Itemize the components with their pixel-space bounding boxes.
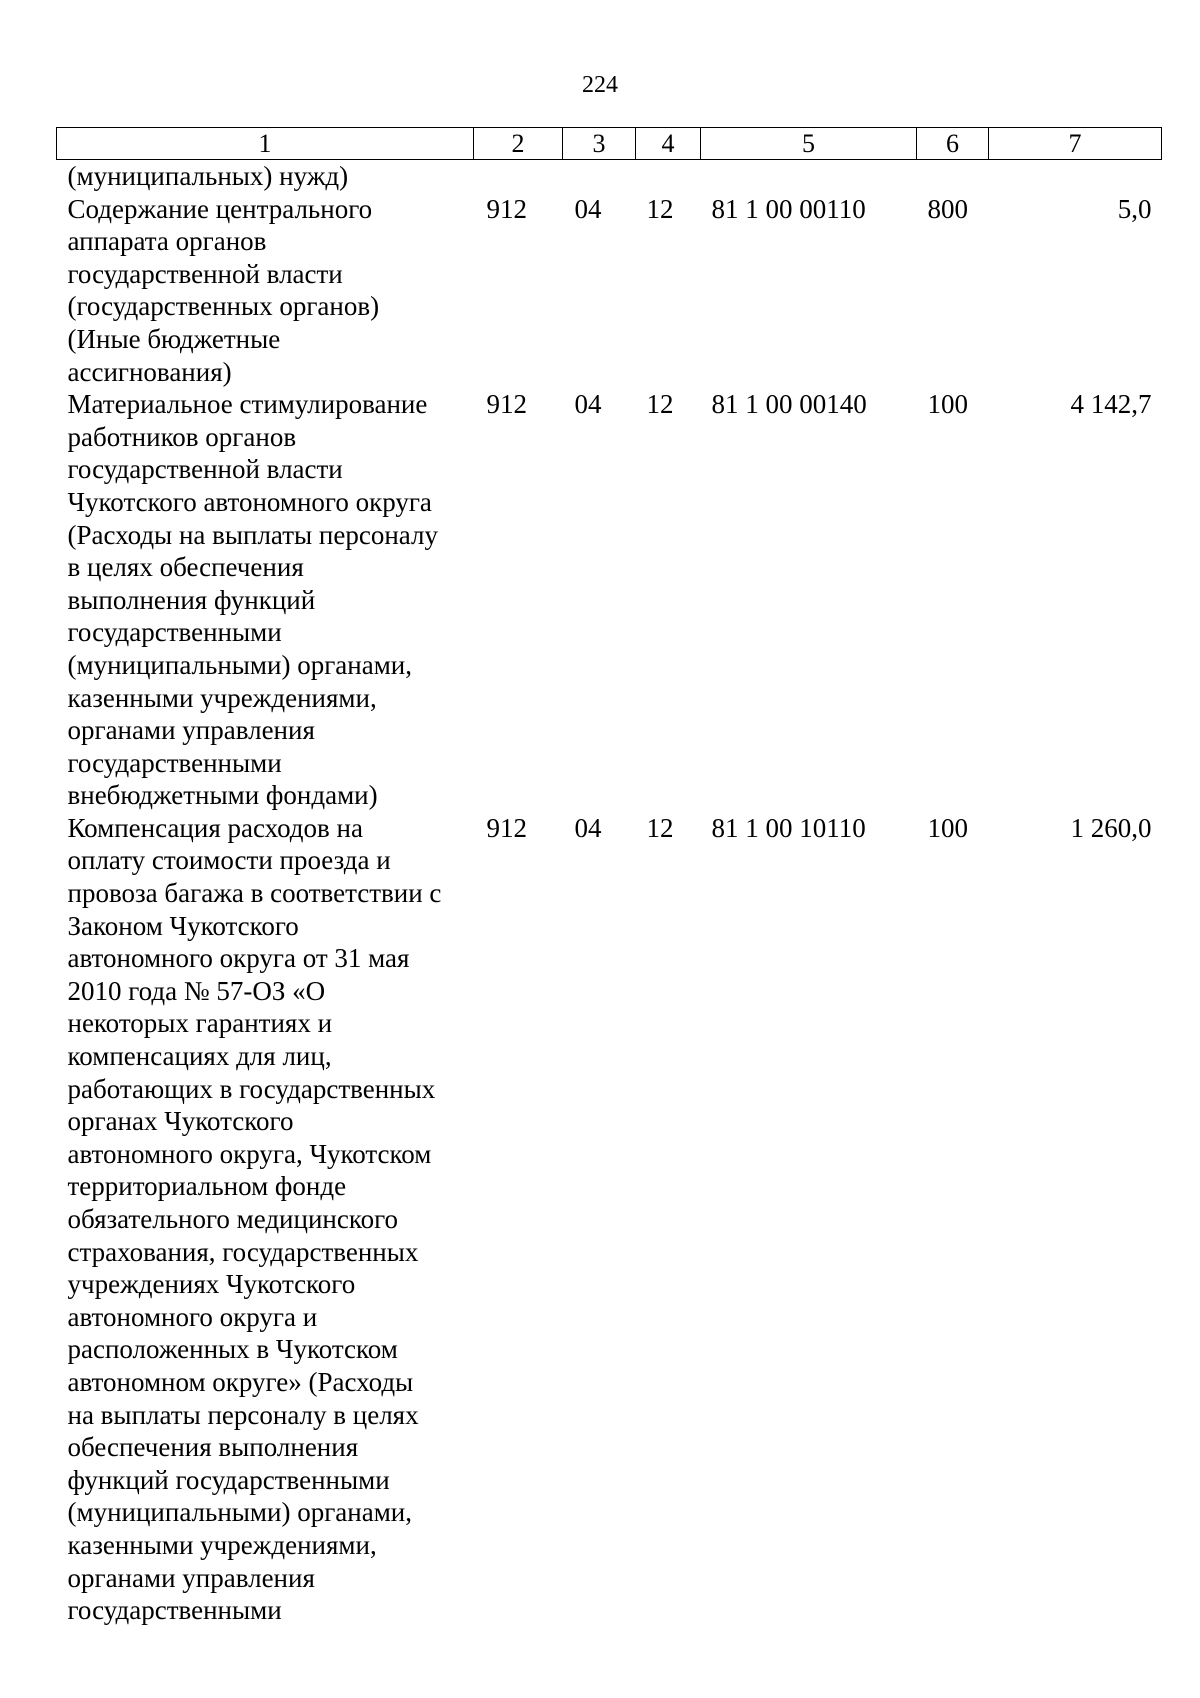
column-header: 4	[636, 128, 701, 160]
expense-name-line: Чукотского автономного округа	[67, 486, 432, 517]
admin-code-cell: 912	[486, 193, 527, 224]
expense-name-line: казенными учреждениями,	[67, 1529, 377, 1560]
column-header: 7	[989, 128, 1162, 160]
expense-name-line: (муниципальными) органами,	[67, 649, 412, 680]
table-header-row	[57, 128, 1162, 160]
expense-name-line: провоза багажа в соответствии с	[67, 878, 442, 909]
expense-name-line: территориальном фонде	[67, 1171, 347, 1202]
section-code-cell	[563, 160, 636, 193]
expense-name-line: Законом Чукотского	[67, 910, 299, 941]
admin-code-cell	[474, 160, 563, 193]
subsection-code-cell: 12	[646, 812, 674, 843]
expense-name-line: в целях обеспечения	[67, 552, 304, 583]
expense-name-line: внебюджетными фондами)	[67, 780, 378, 811]
expense-name-line: компенсациях для лиц,	[67, 1041, 332, 1072]
expense-type-cell: 100	[927, 389, 968, 420]
column-header: 2	[474, 128, 563, 160]
column-header: 6	[917, 128, 989, 160]
expense-name-line: автономном округе» (Расходы	[67, 1366, 414, 1397]
target-article-cell: 81 1 00 00110	[711, 193, 866, 224]
expense-type-cell: 100	[927, 812, 968, 843]
expense-name-line: государственной власти	[67, 454, 343, 485]
section-code-cell: 04	[574, 812, 602, 843]
amount-cell: 4 142,7	[1070, 389, 1152, 420]
expense-name-line: Содержание центрального	[67, 193, 373, 224]
budget-table	[56, 127, 1162, 1627]
admin-code-cell: 912	[486, 812, 527, 843]
expense-name-cell	[57, 388, 474, 812]
section-code-cell: 04	[574, 389, 602, 420]
expense-name-line: автономного округа от 31 мая	[67, 943, 410, 974]
column-header: 1	[57, 128, 474, 160]
table-row	[57, 388, 1162, 812]
expense-name-line: учреждениях Чукотского	[67, 1269, 356, 1300]
expense-name-line: (Иные бюджетные	[67, 323, 281, 354]
expense-name-line: государственными	[67, 617, 282, 648]
expense-name-line: органами управления	[67, 715, 315, 746]
subsection-code-cell: 12	[646, 193, 674, 224]
target-article-cell: 81 1 00 10110	[711, 812, 866, 843]
expense-name-line: Материальное стимулирование	[67, 389, 428, 420]
expense-name-cell	[57, 812, 474, 1627]
expense-name-line: на выплаты персоналу в целях	[67, 1399, 419, 1430]
table-body	[57, 160, 1162, 1627]
expense-name-line: обеспечения выполнения	[67, 1432, 359, 1463]
expense-name-line: обязательного медицинского	[67, 1204, 398, 1234]
expense-name-line: выполнения функций	[67, 584, 316, 615]
expense-name-line: государственными	[67, 747, 282, 778]
amount-cell	[989, 160, 1162, 193]
expense-name-line: оплату стоимости проезда и	[67, 845, 391, 876]
expense-type-cell	[917, 160, 989, 193]
expense-name-line: (муниципальными) органами,	[67, 1497, 412, 1528]
expense-name-line: автономного округа, Чукотском	[67, 1138, 432, 1169]
expense-name-line: страхования, государственных	[67, 1236, 419, 1267]
expense-name-line: государственной власти	[67, 258, 343, 289]
target-article-cell	[701, 160, 917, 193]
expense-name-cell	[57, 193, 474, 389]
expense-name-line: 2010 года № 57-ОЗ «О	[67, 975, 326, 1006]
expense-type-cell: 800	[927, 193, 968, 224]
admin-code-cell: 912	[486, 389, 527, 420]
expense-name-line: расположенных в Чукотском	[67, 1334, 398, 1365]
expense-name-line: (Расходы на выплаты персоналу	[67, 519, 438, 550]
amount-cell: 5,0	[1117, 193, 1152, 224]
expense-name-line: органах Чукотского	[67, 1106, 294, 1137]
expense-name-line: казенными учреждениями,	[67, 682, 377, 713]
amount-cell: 1 260,0	[1070, 812, 1152, 843]
expense-name-line: функций государственными	[67, 1464, 390, 1495]
section-code-cell: 04	[574, 193, 602, 224]
expense-name-line: работников органов	[67, 421, 297, 452]
expense-name-line: государственными	[67, 1595, 282, 1626]
table-row	[57, 160, 1162, 193]
expense-name-line: работающих в государственных	[67, 1073, 436, 1104]
table-row	[57, 812, 1162, 1627]
table-row	[57, 193, 1162, 389]
expense-name-line: органами управления	[67, 1562, 315, 1593]
expense-name-cell	[57, 160, 474, 193]
page-number: 224	[582, 72, 618, 98]
expense-name-line: автономного округа и	[67, 1301, 318, 1332]
expense-name-line: (муниципальных) нужд)	[67, 161, 349, 191]
subsection-code-cell	[636, 160, 701, 193]
expense-name-line: ассигнования)	[67, 356, 232, 387]
column-header: 3	[563, 128, 636, 160]
target-article-cell: 81 1 00 00140	[711, 389, 867, 420]
expense-name-line: аппарата органов	[67, 226, 267, 257]
expense-name-line: некоторых гарантиях и	[67, 1008, 333, 1039]
subsection-code-cell: 12	[646, 389, 674, 420]
expense-name-line: (государственных органов)	[67, 291, 380, 322]
expense-name-line: Компенсация расходов на	[67, 812, 363, 843]
column-header: 5	[701, 128, 917, 160]
